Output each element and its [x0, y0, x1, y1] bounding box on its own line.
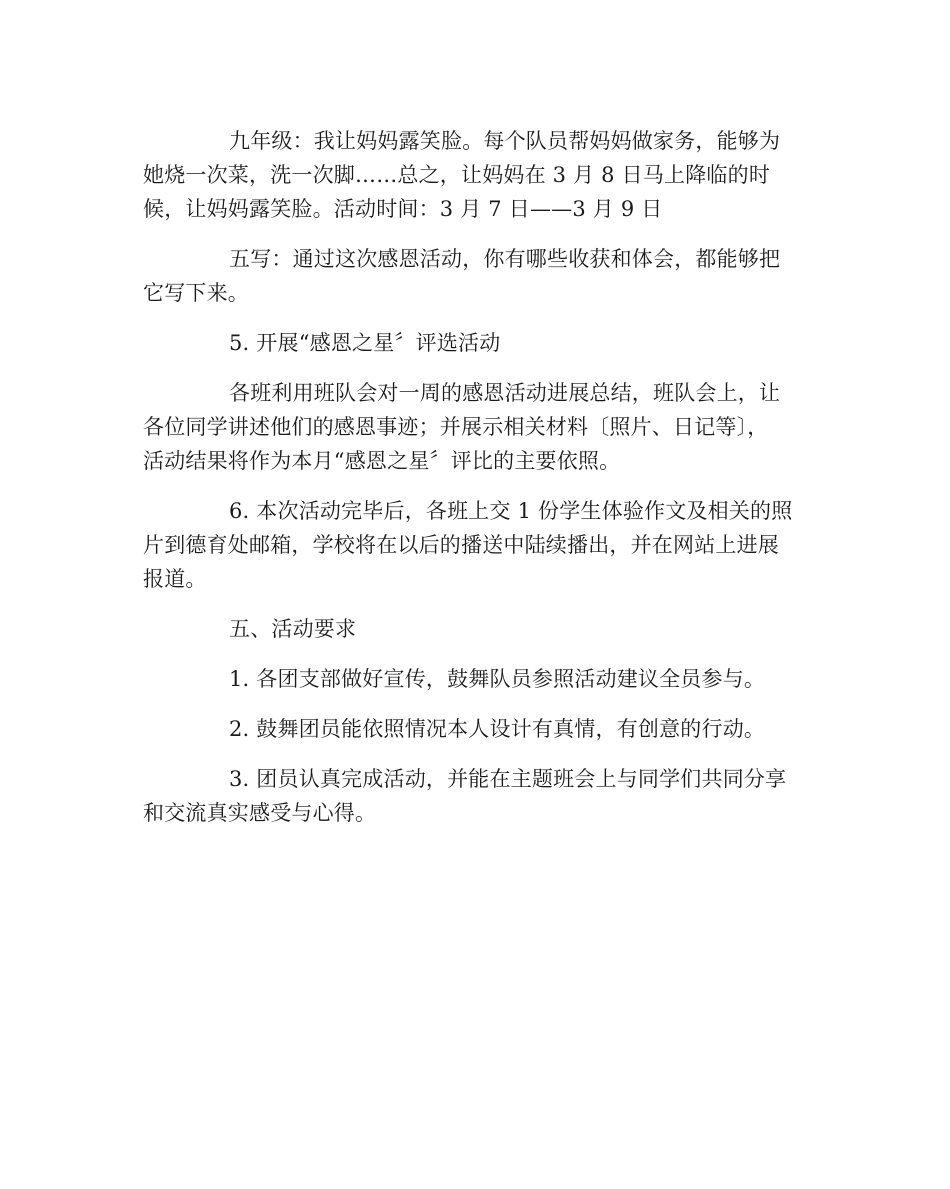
text-line: 各位同学讲述他们的感恩事迹；并展示相关材料〔照片、日记等〕，: [143, 415, 769, 439]
text-line: 五、活动要求: [229, 617, 357, 641]
text-line: 她烧一次菜，洗一次脚……总之，让妈妈在 3 月 8 日马上降临的时: [143, 163, 771, 187]
paragraph-write: [143, 242, 808, 310]
section-heading-requirements: [143, 612, 808, 646]
paragraph-item-6: [143, 494, 808, 596]
text-line: 各班利用班队会对一周的感恩活动进展总结，班队会上，让: [229, 381, 781, 405]
requirement-item-2: [143, 712, 808, 746]
text-line: 候，让妈妈露笑脸。活动时间：3 月 7 日——3 月 9 日: [143, 197, 663, 221]
text-line: 和交流真实感受与心得。: [143, 801, 377, 825]
paragraph-class-meeting: [143, 376, 808, 478]
text-line: 5. 开展“感恩之星〞评选活动: [229, 331, 501, 355]
text-line: 活动结果将作为本月“感恩之星〞评比的主要依照。: [143, 449, 621, 473]
text-line: 1. 各团支部做好宣传，鼓舞队员参照活动建议全员参与。: [229, 667, 766, 691]
text-line: 九年级：我让妈妈露笑脸。每个队员帮妈妈做家务，能够为: [229, 129, 781, 153]
paragraph-item-5: [143, 326, 808, 360]
requirement-item-3: [143, 762, 808, 830]
text-line: 它写下来。: [143, 281, 249, 305]
text-line: 3. 团员认真完成活动，并能在主题班会上与同学们共同分享: [229, 767, 787, 791]
document-body: [143, 124, 808, 846]
text-line: 片到德育处邮箱，学校将在以后的播送中陆续播出，并在网站上进展: [143, 533, 779, 557]
paragraph-grade-nine: [143, 124, 808, 226]
text-line: 2. 鼓舞团员能依照情况本人设计有真情，有创意的行动。: [229, 717, 766, 741]
text-line: 五写：通过这次感恩活动，你有哪些收获和体会，都能够把: [229, 247, 781, 271]
text-line: 报道。: [143, 567, 207, 591]
text-line: 6. 本次活动完毕后，各班上交 1 份学生体验作文及相关的照: [229, 499, 793, 523]
requirement-item-1: [143, 662, 808, 696]
